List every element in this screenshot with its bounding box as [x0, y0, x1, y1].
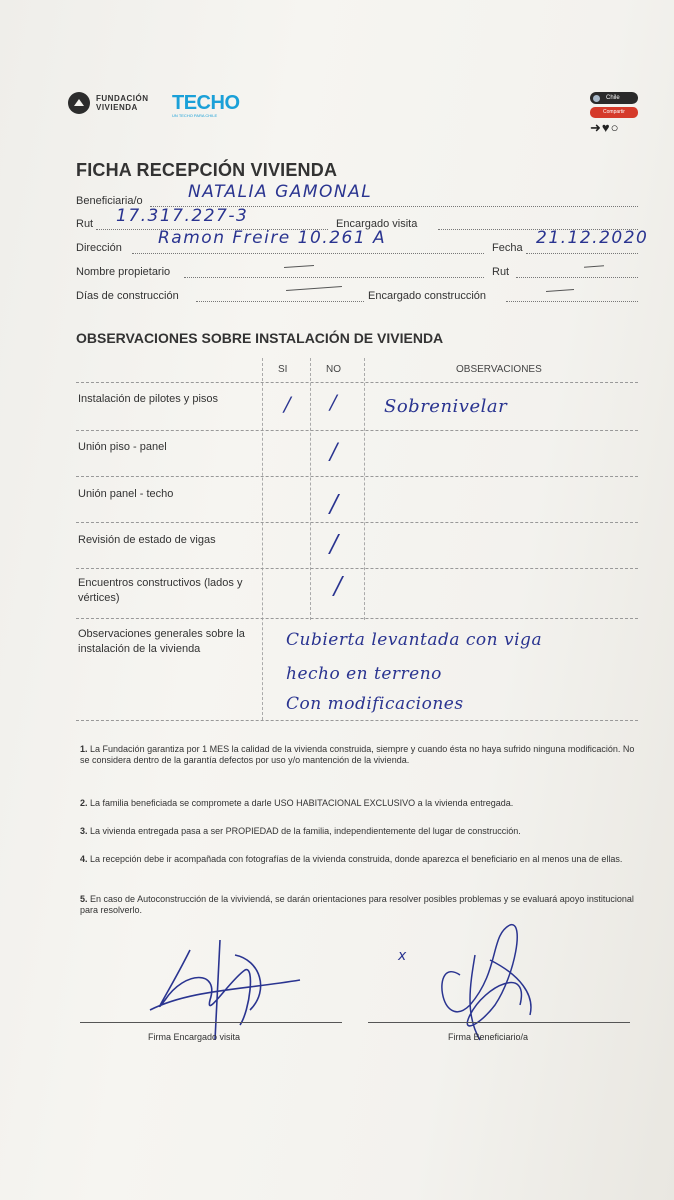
fundacion-text: FUNDACIÓN — [96, 94, 149, 103]
row-piso-panel-no: / — [330, 440, 338, 465]
signature-line-right — [368, 1022, 630, 1023]
note-5 — [80, 894, 640, 916]
note-text: En caso de Autoconstrucción de la viviviendá, se darán orientaciones para resolver posibles problemas y se evaluará apoyo institucional para resolverlo. — [80, 894, 634, 915]
rut2-line — [516, 267, 638, 278]
general-observations-line-2: hecho en terreno — [286, 664, 442, 684]
direccion-value: Ramon Freire 10.261 A — [158, 228, 387, 248]
page-title: FICHA RECEPCIÓN VIVIENDA — [76, 160, 338, 180]
col-obs-header: OBSERVACIONES — [456, 364, 542, 375]
row-label-panel-techo: Unión panel - techo — [78, 488, 174, 500]
dias-construccion-line — [196, 291, 364, 302]
row-divider — [76, 618, 638, 619]
note-1 — [80, 744, 640, 766]
rut-label: Rut — [76, 218, 94, 230]
arrow-heart-circle-icons: ➜♥○ — [590, 120, 620, 135]
row-label-pilotes: Instalación de pilotes y pisos — [78, 393, 219, 405]
row-divider — [76, 430, 638, 431]
general-observations-line-1: Cubierta levantada con viga — [286, 630, 543, 650]
encargado-construccion-label: Encargado construcción — [368, 290, 487, 302]
signature-label-encargado: Firma Encargado visita — [148, 1032, 241, 1042]
col-divider-1 — [262, 358, 263, 720]
beneficiario-label: Beneficiaria/o — [76, 195, 143, 207]
general-observations-line-3: Con modificaciones — [286, 694, 464, 714]
compartir-badge: Compartir — [590, 107, 638, 118]
note-2 — [80, 798, 640, 809]
x-mark: x — [398, 948, 408, 964]
encargado-visita-label: Encargado visita — [336, 218, 418, 230]
note-4 — [80, 854, 640, 865]
direccion-label: Dirección — [76, 242, 122, 254]
fecha-label: Fecha — [492, 242, 523, 254]
row-divider — [76, 720, 638, 721]
note-number: 5. — [80, 894, 88, 904]
row-pilotes-no: / — [330, 390, 338, 414]
row-pilotes-obs: Sobrenivelar — [384, 396, 508, 417]
chile-text: Chile — [606, 95, 620, 101]
note-number: 1. — [80, 744, 88, 754]
col-si-header: SI — [278, 364, 288, 375]
signature-line-left — [80, 1022, 342, 1023]
row-panel-techo-no: / — [330, 490, 339, 518]
row-label-encuentros: Encuentros constructivos (lados y vértices) — [78, 577, 243, 604]
note-number: 4. — [80, 854, 88, 864]
rut2-label: Rut — [492, 266, 510, 278]
row-divider — [76, 568, 638, 569]
note-3 — [80, 826, 640, 837]
note-text: La Fundación garantiza por 1 MES la calidad de la vivienda construida, siempre y cuando ésta no haya sufrido ninguna modificación. No se considera dentro de la garantía defectos por uso y/o mantención de la vivienda. — [80, 744, 635, 765]
row-pilotes-si: / — [284, 392, 292, 416]
row-divider — [76, 382, 638, 383]
circle-icon — [593, 95, 600, 102]
signature-label-beneficiario: Firma Beneficiario/a — [448, 1032, 529, 1042]
techo-word: TECHO — [172, 92, 240, 114]
dias-construccion-label: Días de construcción — [76, 290, 179, 302]
row-label-piso-panel: Unión piso - panel — [78, 441, 167, 453]
note-text: La recepción debe ir acompañada con fotografías de la vivienda construida, donde aparezca el beneficiario en al menos una de ellas. — [90, 854, 623, 864]
nombre-propietario-label: Nombre propietario — [76, 266, 171, 278]
vivienda-text: VIVIENDA — [96, 103, 138, 112]
col-divider-2 — [310, 358, 311, 620]
rut-value: 17.317.227-3 — [116, 206, 249, 226]
row-label-vigas: Revisión de estado de vigas — [78, 534, 216, 546]
row-encuentros-no: / — [334, 572, 343, 600]
techo-tagline: UN TECHO PARA CHILE — [172, 113, 218, 118]
fundacion-vivienda-logo — [68, 92, 149, 114]
general-observations-label: Observaciones generales sobre la instalación de la vivienda — [78, 628, 245, 655]
col-divider-3 — [364, 358, 365, 620]
note-text: La vivienda entregada pasa a ser PROPIEDAD de la familia, independientemente del lugar de construcción. — [90, 826, 521, 836]
note-text: La familia beneficiada se compromete a darle USO HABITACIONAL EXCLUSIVO a la vivienda entregada. — [90, 798, 514, 808]
house-icon — [68, 92, 90, 114]
chile-compartir-logo — [590, 92, 638, 135]
techo-logo — [172, 92, 240, 118]
row-divider — [76, 522, 638, 523]
fecha-value: 21.12.2020 — [536, 228, 649, 248]
note-number: 2. — [80, 798, 88, 808]
section-title: OBSERVACIONES SOBRE INSTALACIÓN DE VIVIENDA — [76, 330, 444, 346]
row-divider — [76, 476, 638, 477]
encargado-construccion-line — [506, 291, 638, 302]
row-vigas-no: / — [330, 530, 339, 558]
note-number: 3. — [80, 826, 88, 836]
beneficiario-value: NATALIA GAMONAL — [188, 182, 373, 202]
nombre-propietario-line — [184, 267, 484, 278]
signature-beneficiario — [400, 915, 550, 1045]
col-no-header: NO — [326, 364, 341, 375]
